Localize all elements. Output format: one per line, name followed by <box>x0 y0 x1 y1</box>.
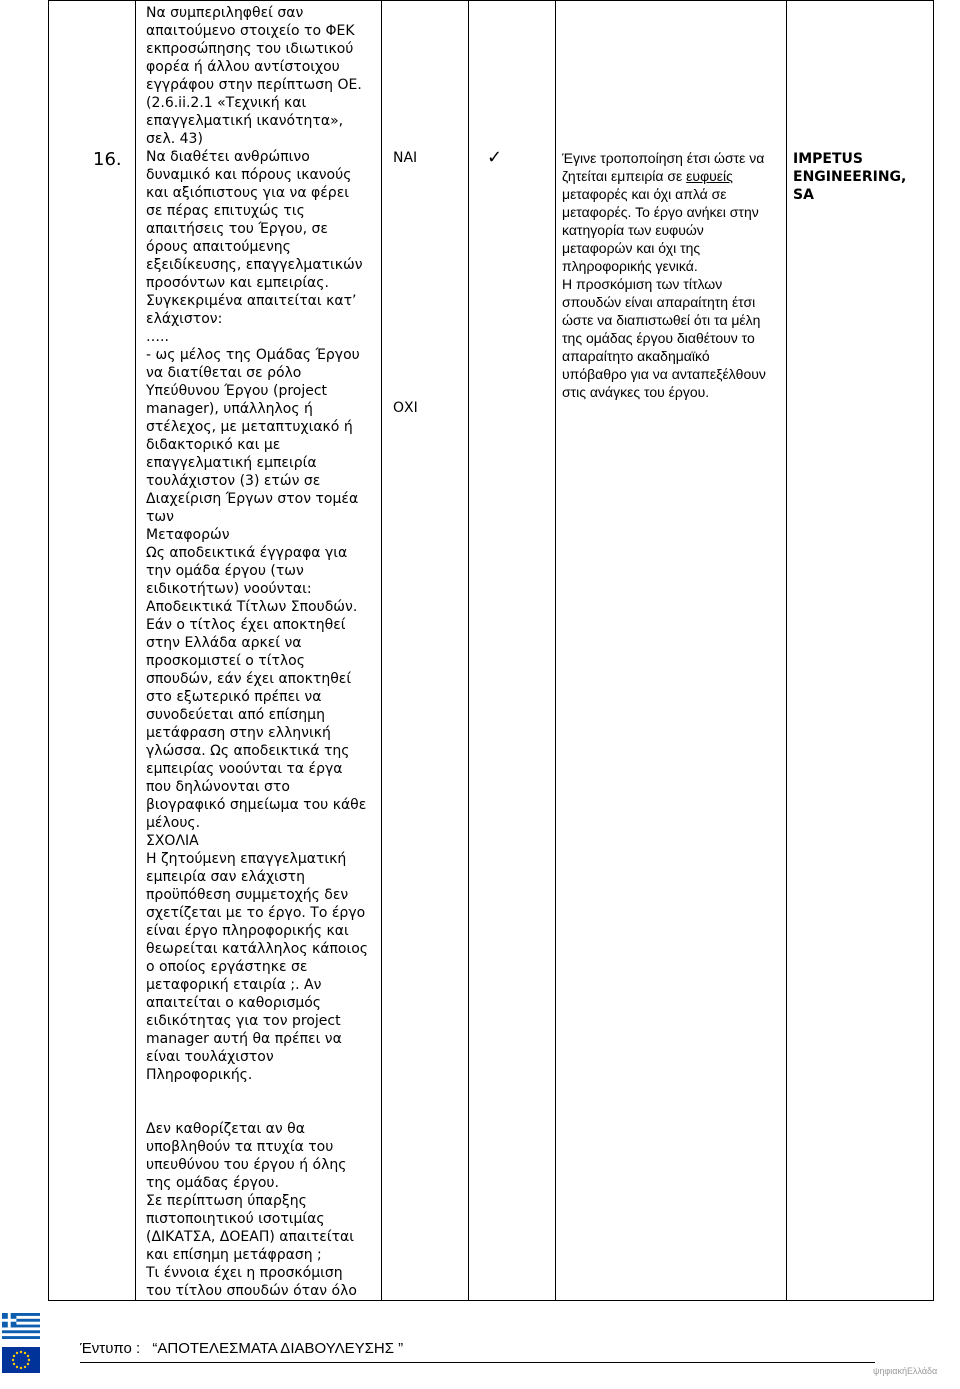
comment-line: Αποδεικτικά Τίτλων Σπουδών. <box>146 599 358 615</box>
comment-text <box>136 1 381 1300</box>
comment-line: manager αυτή θα πρέπει να <box>146 1031 342 1047</box>
comment-line: την ομάδα έργου (των <box>146 563 304 579</box>
response-cell <box>556 1 787 1301</box>
response-line: απαραίτητο ακαδημαϊκό <box>562 348 710 364</box>
comment-line: ο οποίος εργάστηκε σε <box>146 959 308 975</box>
response-line: στις ανάγκες του έργου. <box>562 384 710 400</box>
comment-line: των <box>146 509 174 525</box>
comment-line: μέλους. <box>146 815 201 831</box>
comment-line: σχετίζεται με το έργο. Το έργο <box>146 905 366 921</box>
footer-title: “ΑΠΟΤΕΛΕΣΜΑΤΑ ΔΙΑΒΟΥΛΕΥΣΗΣ ” <box>152 1340 404 1357</box>
comment-line: Ως αποδεικτικά έγγραφα για <box>146 545 348 561</box>
comment-line: πιστοποιητικού ισοτιμίας <box>146 1211 325 1227</box>
comment-line: ειδικότητας για τον project <box>146 1013 341 1029</box>
comment-line: ….. <box>146 329 169 345</box>
comment-line: εξειδίκευσης, επαγγελματικών <box>146 257 363 273</box>
comment-line: manager), υπάλληλος ή <box>146 401 313 417</box>
comment-line: ελάχιστον: <box>146 311 223 327</box>
comment-line: Να διαθέτει ανθρώπινο <box>146 149 310 165</box>
comment-line: υποβληθούν τα πτυχία του <box>146 1139 334 1155</box>
comment-line: γλώσσα. Ως αποδεικτικά της <box>146 743 350 759</box>
underlined-word: ευφυείς <box>686 168 733 184</box>
greek-flag-icon <box>2 1313 40 1339</box>
comment-line: διδακτορικό και με <box>146 437 281 453</box>
response-line: της ομάδας έργου διαθέτουν το <box>562 330 755 346</box>
company-name <box>787 1 933 204</box>
response-line: κατηγορία των ευφυών <box>562 222 704 238</box>
row-number: 16. <box>93 149 122 170</box>
response-line: Η προσκόμιση των τίτλων <box>562 276 723 292</box>
comment-line: Η ζητούμενη επαγγελματική <box>146 851 347 867</box>
comment-line: βιογραφικό σημείωμα του κάθε <box>146 797 367 813</box>
comment-line: επαγγελματική ικανότητα», <box>146 113 344 129</box>
comment-line: Τι έννοια έχει η προσκόμιση <box>146 1265 343 1281</box>
response-text <box>556 1 786 401</box>
comment-line: Εάν ο τίτλος έχει αποκτηθεί <box>146 617 346 633</box>
comment-line: εγγράφου στην περίπτωση ΟΕ. <box>146 77 362 93</box>
response-line: πληροφορικής γενικά. <box>562 258 698 274</box>
response-line: υπόβαθρο για να ανταπεξέλθουν <box>562 366 766 382</box>
comment-line: (ΔΙΚΑΤΣΑ, ΔΟΕΑΠ) απαιτείται <box>146 1229 355 1245</box>
comment-line: - ως μέλος της Ομάδας Έργου <box>146 347 360 363</box>
comment-cell <box>136 1 382 1301</box>
comment-line: προσόντων και εμπειρίας. <box>146 275 329 291</box>
response-line: Έγινε τροποποίηση έτσι ώστε να <box>562 150 765 166</box>
comment-line: μετάφραση στην ελληνική <box>146 725 331 741</box>
comment-line: σελ. 43) <box>146 131 203 147</box>
response-line: ώστε να διαπιστωθεί ότι τα μέλη <box>562 312 761 328</box>
comment-line: Υπεύθυνου Έργου (project <box>146 383 328 399</box>
comment-line: που δηλώνονται στο <box>146 779 290 795</box>
comment-line: Σε περίπτωση ύπαρξης <box>146 1193 307 1209</box>
main-text <box>146 148 375 1084</box>
comment-line: επαγγελματική εμπειρία <box>146 455 317 471</box>
comment-line: στο εξωτερικό πρέπει να <box>146 689 322 705</box>
extra-text <box>146 1120 375 1300</box>
comment-line: ειδικοτήτων) νοούνται: <box>146 581 312 597</box>
comment-line: και αξιόπιστους για να φέρει <box>146 185 349 201</box>
comment-line: σε πέρας επιτυχώς τις <box>146 203 305 219</box>
comment-line: απαιτήσεις του Έργου, σε <box>146 221 328 237</box>
check-cell <box>469 1 556 1301</box>
comment-line: δυναμικό και πόρους ικανούς <box>146 167 352 183</box>
comment-line: Διαχείριση Έργων στον τομέα <box>146 491 359 507</box>
comment-line: εκπροσώπησης του ιδιωτικού <box>146 41 354 57</box>
company-line: IMPETUS <box>793 151 863 167</box>
comment-line: φορέα ή άλλου αντίστοιχου <box>146 59 340 75</box>
flags <box>2 1313 40 1373</box>
row-number-cell <box>49 1 136 1301</box>
comment-line: Πληροφορικής. <box>146 1067 253 1083</box>
comment-line: στην Ελλάδα αρκεί να <box>146 635 302 651</box>
consultation-table <box>48 0 934 1301</box>
checkmark-icon: ✓ <box>487 147 503 168</box>
comment-line: του τίτλου σπουδών όταν όλο <box>146 1283 357 1299</box>
company-line: SA <box>793 187 814 203</box>
comment-line: στέλεχος, με μεταπτυχιακό ή <box>146 419 353 435</box>
response-line: σπουδών είναι απαραίτητη έτσι <box>562 294 756 310</box>
comment-line: (2.6.ii.2.1 «Τεχνική και <box>146 95 307 111</box>
eu-flag-icon <box>2 1347 40 1373</box>
footer <box>80 1340 403 1357</box>
comment-line: απαιτούμενο στοιχείο το ΦΕΚ <box>146 23 355 39</box>
comment-line: τουλάχιστον (3) ετών σε <box>146 473 321 489</box>
comment-line: υπευθύνου του έργου ή όλης <box>146 1157 347 1173</box>
footer-label: Έντυπο : <box>80 1340 141 1357</box>
comment-line: προϋπόθεση συμμετοχής δεν <box>146 887 349 903</box>
comment-line: είναι έργο πληροφορικής και <box>146 923 349 939</box>
company-line: ENGINEERING, <box>793 169 907 185</box>
response-line: ζητείται εμπειρία σε ευφυείς <box>562 168 733 184</box>
comment-line: Συγκεκριμένα απαιτείται κατ’ <box>146 293 357 309</box>
comment-line: εμπειρία σαν ελάχιστη <box>146 869 305 885</box>
comment-line: προσκομιστεί ο τίτλος <box>146 653 305 669</box>
answer-yes: ΝΑΙ <box>393 150 418 166</box>
comment-line: ΣΧΟΛΙΑ <box>146 833 199 849</box>
comment-line: μεταφορική εταιρία ;. Αν <box>146 977 322 993</box>
digital-greece-logo: ψηφιακήΕλλάδα <box>873 1366 938 1376</box>
comment-line: όρους απαιτούμενης <box>146 239 291 255</box>
comment-line: της ομάδας έργου. <box>146 1175 279 1191</box>
top-text <box>146 4 375 148</box>
comment-line: Δεν καθορίζεται αν θα <box>146 1121 305 1137</box>
comment-line: να διατίθεται σε ρόλο <box>146 365 302 381</box>
answer-cell <box>382 1 469 1301</box>
response-line: μεταφορές. Το έργο ανήκει στην <box>562 204 759 220</box>
comment-line: απαιτείται ο καθορισμός <box>146 995 322 1011</box>
response-line: μεταφορές και όχι απλά σε <box>562 186 727 202</box>
comment-line: Να συμπεριληφθεί σαν <box>146 5 304 21</box>
comment-line: σπουδών, εάν έχει αποκτηθεί <box>146 671 352 687</box>
company-cell <box>787 1 934 1301</box>
comment-line: εμπειρίας νοούνται τα έργα <box>146 761 343 777</box>
response-line: μεταφορών και όχι της <box>562 240 701 256</box>
comment-line: θεωρείται κατάλληλος κάποιος <box>146 941 368 957</box>
comment-line: συνοδεύεται από επίσημη <box>146 707 325 723</box>
comment-line: και επίσημη μετάφραση ; <box>146 1247 322 1263</box>
comment-line: Μεταφορών <box>146 527 230 543</box>
comment-line: είναι τουλάχιστον <box>146 1049 274 1065</box>
footer-divider <box>80 1362 875 1363</box>
answer-no: ΟΧΙ <box>393 400 418 416</box>
